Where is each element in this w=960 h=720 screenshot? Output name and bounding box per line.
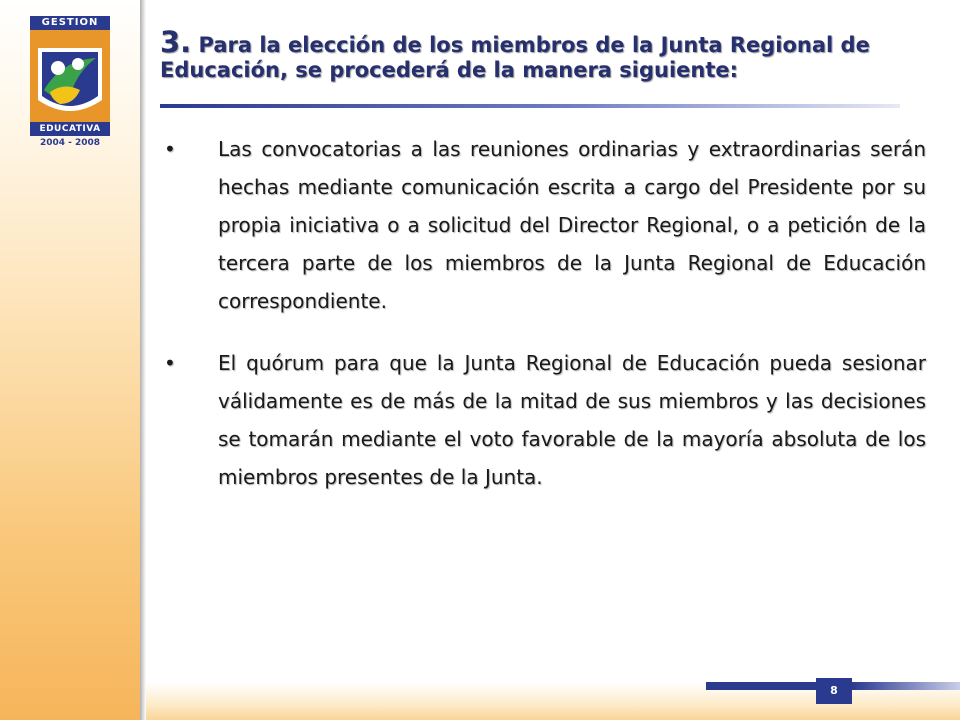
bullet-list — [158, 130, 926, 520]
title-underline — [160, 104, 900, 108]
page-bar-left — [706, 682, 816, 690]
gestion-educativa-logo — [30, 16, 110, 152]
bullet-item — [158, 130, 926, 320]
bullet-icon: • — [164, 351, 176, 375]
page-bar-right — [852, 682, 960, 690]
slide-title — [160, 25, 920, 83]
logo-bottom-text: EDUCATIVA — [30, 122, 110, 136]
logo-emblem-icon — [30, 30, 110, 122]
logo-emblem — [30, 30, 110, 122]
title-text: Para la elección de los miembros de la Junta Regional de Educación, se procederá de la manera siguiente: — [160, 33, 870, 82]
bullet-item — [158, 344, 926, 496]
logo-years: 2004 - 2008 — [39, 138, 101, 148]
sidebar-edge — [140, 0, 146, 720]
title-number: 3. — [160, 25, 192, 59]
page-number: 8 — [816, 678, 852, 704]
bullet-text: Las convocatorias a las reuniones ordinarias y extraordinarias serán hechas mediante comunicación escrita a cargo del Presidente por su propia iniciativa o a solicitud del Director Regional, o a petición de la tercera parte de los miembros de la Junta Regional de Educación correspondiente. — [218, 137, 926, 313]
bullet-icon: • — [164, 137, 176, 161]
logo-top-text: GESTION — [30, 16, 110, 30]
bullet-text: El quórum para que la Junta Regional de Educación pueda sesionar válidamente es de más de la mitad de sus miembros y las decisiones se tomarán mediante el voto favorable de la mayoría absoluta de los miembros presentes de la Junta. — [218, 351, 926, 489]
